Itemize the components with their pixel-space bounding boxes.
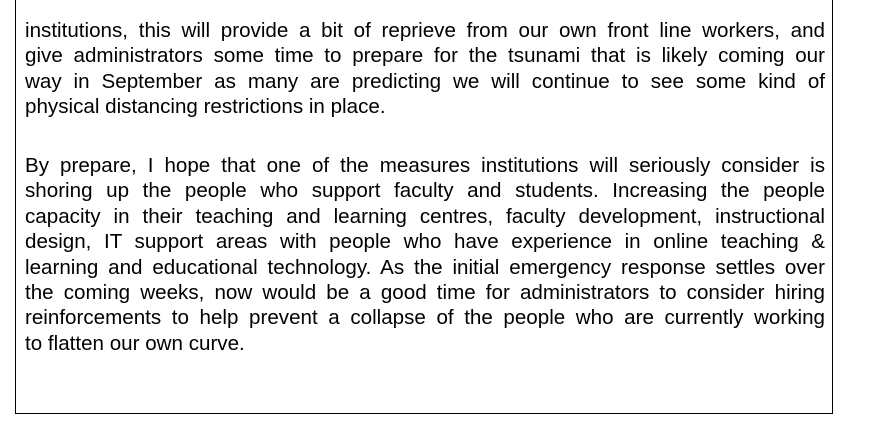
text-line: reinforcements to help prevent a collapse of the people who are currently working [25,306,825,330]
text-line: physical distancing restrictions in place. [25,95,386,119]
text-line: the coming weeks, now would be a good time for administrators to consider hiring [25,281,825,305]
text-line: capacity in their teaching and learning centres, faculty development, instructional [25,204,825,228]
text-line: way in September as many are predicting we will continue to see some kind of [25,69,825,93]
paragraph-2 [25,153,825,356]
text-box [15,0,833,414]
text-line: give administrators some time to prepare for the tsunami that is likely coming our [25,44,825,68]
paragraph-1 [25,18,825,120]
text-line: institutions, this will provide a bit of reprieve from our own front line workers, and [25,19,825,42]
text-line: shoring up the people who support faculty and students. Increasing the people [25,179,825,203]
text-line: design, IT support areas with people who have experience in online teaching & [25,230,825,254]
text-line: By prepare, I hope that one of the measures institutions will seriously consider is [25,154,825,177]
text-line: learning and educational technology. As the initial emergency response settles over [25,255,825,279]
text-line: to flatten our own curve. [25,331,245,355]
